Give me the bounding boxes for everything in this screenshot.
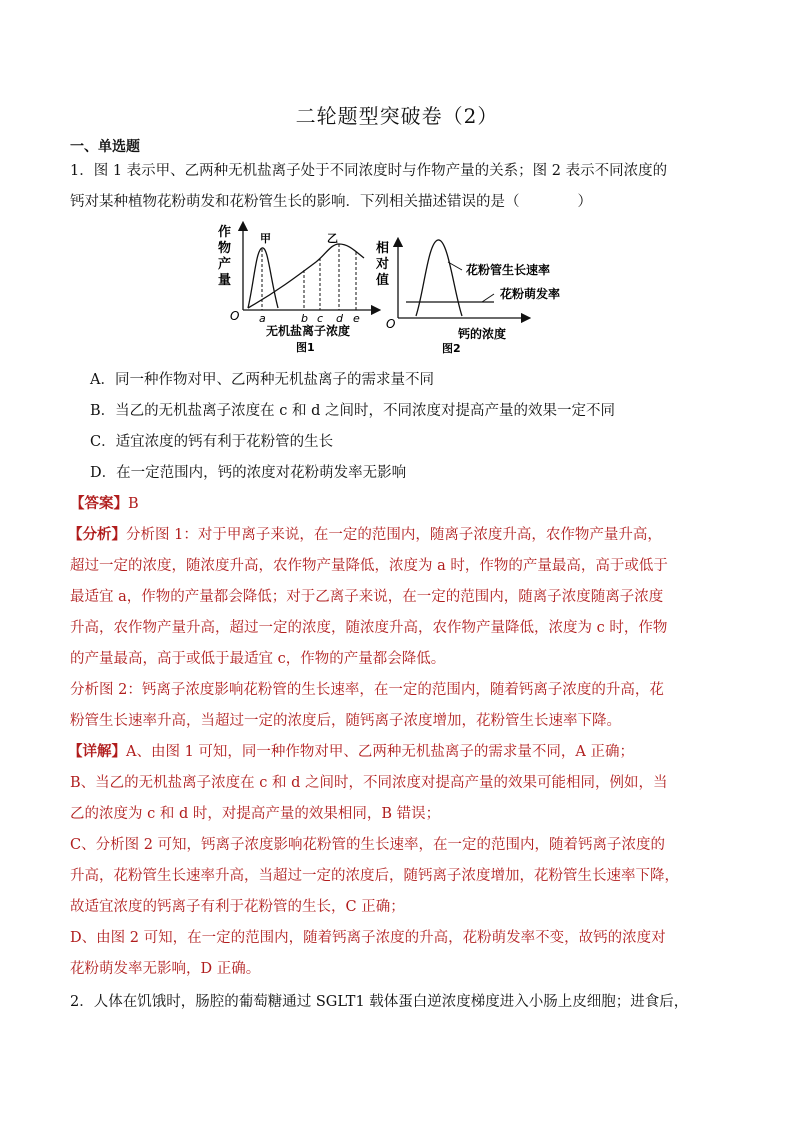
fig1-ylabel-char: 物 (218, 241, 232, 256)
detail-tag: 【详解】 (68, 743, 126, 760)
fig2-curve-tube-growth (416, 240, 462, 316)
q1-option-b: B．当乙的无机盐离子浓度在 c 和 d 之间时，不同浓度对提高产量的效果一定不同 (90, 403, 615, 419)
q1-stem-line2: 钙对某种植物花粉萌发和花粉管生长的影响．下列相关描述错误的是（ ） (70, 194, 592, 210)
q1-analysis-line: 最适宜 a，作物的产量都会降低；对于乙离子来说，在一定的范围内，随离子浓度随离子浓度 (70, 589, 664, 605)
q1-detail-line: C、分析图 2 可知，钙离子浓度影响花粉管的生长速率，在一定的范围内，随着钙离子浓度的 (70, 837, 666, 853)
fig2-leader-line (482, 294, 494, 302)
fig1-caption: 图1 (296, 341, 315, 354)
answer-value: B (128, 496, 139, 512)
q1-analysis-line (68, 525, 728, 545)
fig1-ylabel-char: 作 (218, 225, 232, 240)
fig2-origin: O (386, 317, 396, 331)
fig1-curve-yi-label: 乙 (327, 232, 338, 245)
fig2-ylabel-char: 相 (376, 241, 390, 256)
q1-detail-line: D、由图 2 可知，在一定的范围内，随着钙离子浓度的升高，花粉萌发率不变，故钙的浓度对 (70, 930, 666, 946)
fig2-ylabel-char: 值 (376, 273, 390, 288)
q1-detail-line: 花粉萌发率无影响，D 正确。 (70, 961, 261, 977)
answer-tag: 【答案】 (70, 495, 128, 512)
fig1-tick-e: e (353, 312, 360, 325)
fig1-xlabel: 无机盐离子浓度 (266, 324, 351, 338)
analysis-text: 分析图 1：对于甲离子来说，在一定的范围内，随离子浓度升高，农作物产量升高， (126, 527, 662, 543)
q1-answer (70, 494, 730, 514)
section-heading: 一、单选题 (70, 139, 140, 155)
fig1-tick-b: b (301, 312, 308, 325)
q1-option-a: A．同一种作物对甲、乙两种无机盐离子的需求量不同 (90, 372, 434, 388)
q1-option-c: C．适宜浓度的钙有利于花粉管的生长 (90, 434, 334, 450)
fig2-curve1-label: 花粉管生长速率 (466, 263, 551, 277)
q1-detail-line: B、当乙的无机盐离子浓度在 c 和 d 之间时，不同浓度对提高产量的效果可能相同，例如，当 (70, 775, 668, 791)
figure2 (375, 240, 560, 355)
fig2-caption: 图2 (442, 342, 461, 355)
detail-text: A、由图 1 可知，同一种作物对甲、乙两种无机盐离子的需求量不同，A 正确； (126, 744, 634, 760)
q1-detail-line: 升高，花粉管生长速率升高，当超过一定的浓度后，随钙离子浓度增加，花粉管生长速率下降， (70, 868, 679, 884)
q1-analysis-line: 升高，农作物产量升高，超过一定的浓度，随浓度升高，农作物产量降低，浓度为 c 时，作物 (70, 620, 668, 636)
q1-option-d: D．在一定范围内，钙的浓度对花粉萌发率无影响 (90, 465, 407, 481)
fig1-ylabel-char: 产 (218, 257, 232, 272)
fig1-tick-d: d (336, 312, 343, 325)
q1-stem-line1: 1．图 1 表示甲、乙两种无机盐离子处于不同浓度时与作物产量的关系；图 2 表示不同浓度的 (70, 163, 668, 179)
figures-svg (218, 222, 598, 362)
q2-stem-line1: 2．人体在饥饿时，肠腔的葡萄糖通过 SGLT1 载体蛋白逆浓度梯度进入小肠上皮细胞；进食后， (70, 994, 689, 1010)
fig1-origin: O (230, 309, 240, 323)
fig2-xlabel: 钙的浓度 (458, 327, 507, 341)
q1-analysis-line: 粉管生长速率升高，当超过一定的浓度后，随钙离子浓度增加，花粉管生长速率下降。 (70, 713, 621, 729)
analysis-tag: 【分析】 (68, 526, 126, 543)
page-title: 二轮题型突破卷（2） (295, 104, 499, 128)
fig2-ylabel-char: 对 (376, 257, 390, 272)
q1-detail-line: 乙的浓度为 c 和 d 时，对提高产量的效果相同，B 错误； (70, 806, 441, 822)
fig1-tick-c: c (317, 312, 324, 325)
q1-analysis-line: 的产量最高，高于或低于最适宜 c，作物的产量都会降低。 (70, 651, 446, 667)
fig1-tick-a: a (259, 312, 266, 325)
q1-analysis-line: 超过一定的浓度，随浓度升高，农作物产量降低，浓度为 a 时，作物的产量最高，高于或低于 (70, 558, 668, 574)
q1-figures (218, 222, 598, 362)
q1-analysis-line: 分析图 2：钙离子浓度影响花粉管的生长速率，在一定的范围内，随着钙离子浓度的升高，花 (70, 682, 664, 698)
q1-detail-line (68, 742, 728, 762)
fig1-curve-jia-label: 甲 (260, 232, 271, 245)
fig2-curve2-label: 花粉萌发率 (500, 287, 561, 301)
q1-detail-line: 故适宜浓度的钙离子有利于花粉管的生长，C 正确； (70, 899, 405, 915)
fig1-curve-yi (248, 244, 364, 308)
fig1-ylabel-char: 量 (218, 273, 232, 288)
figure1 (218, 224, 376, 354)
